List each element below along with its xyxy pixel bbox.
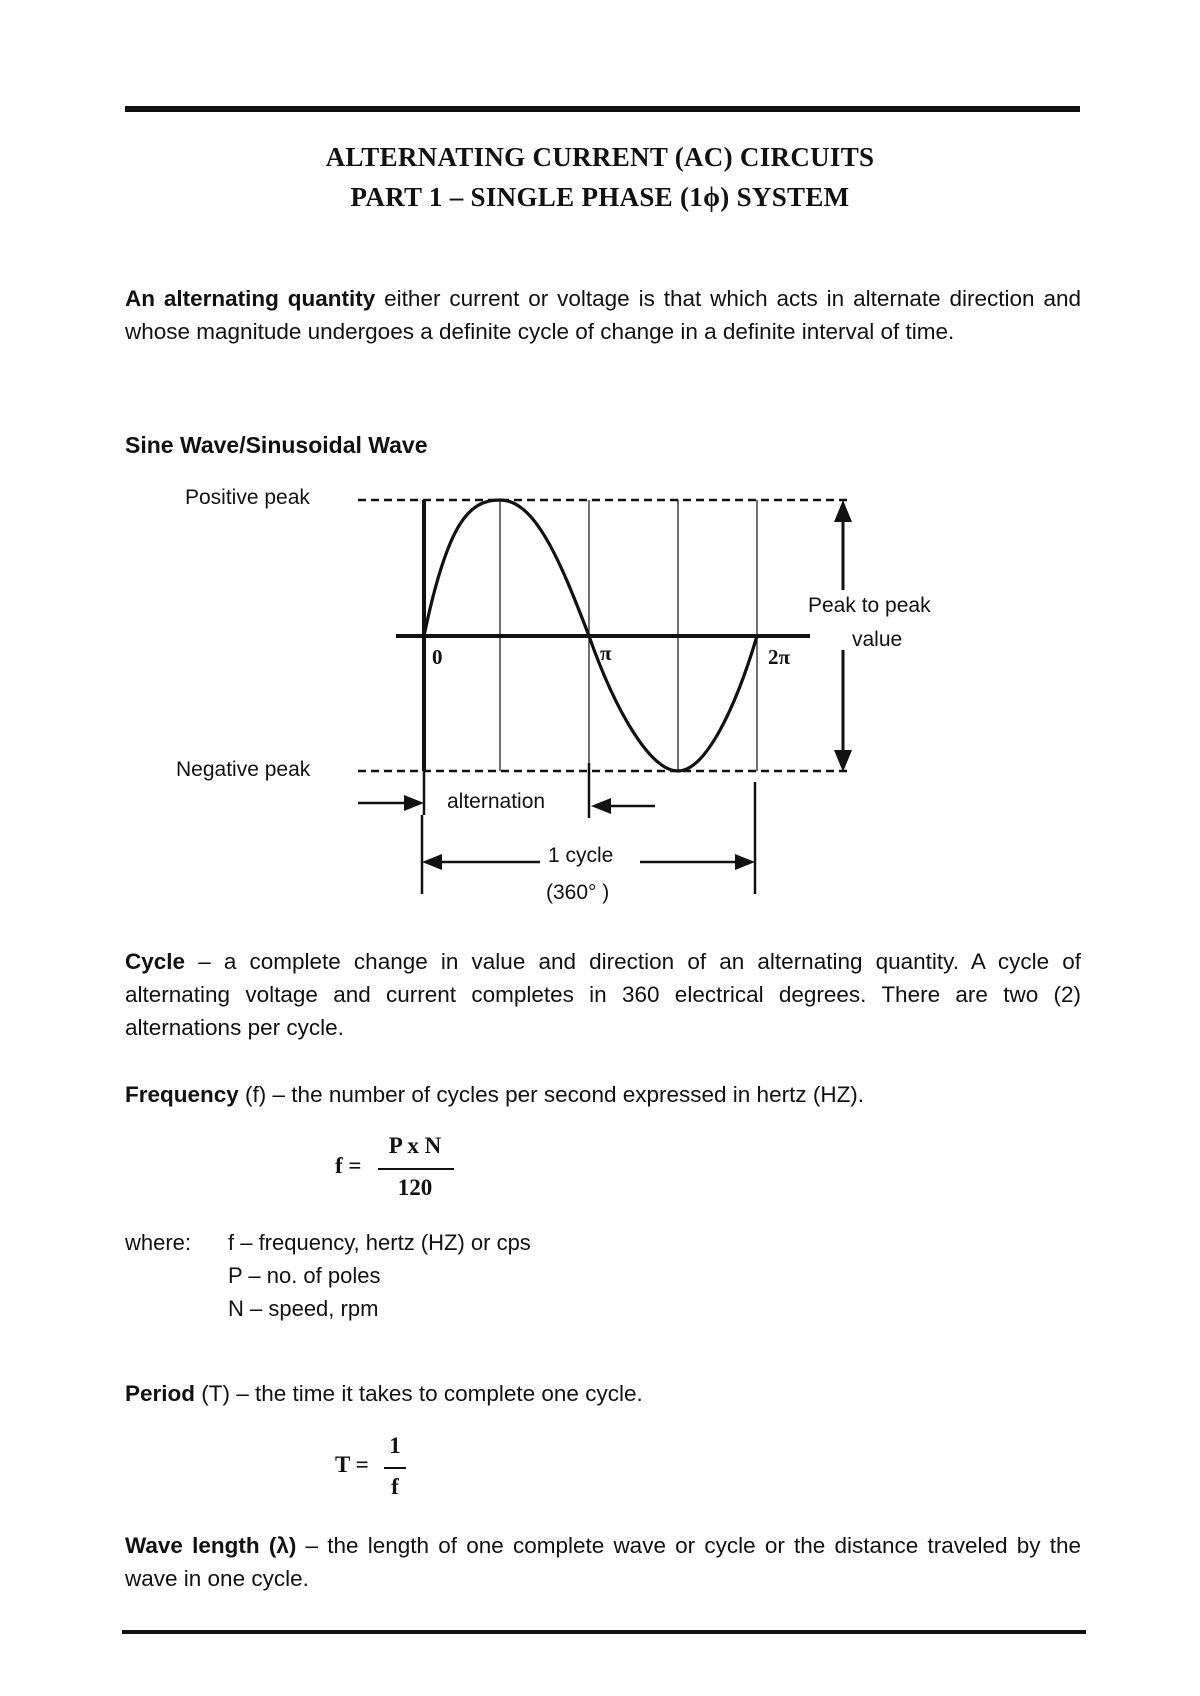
period-fraction-bar: [384, 1467, 406, 1469]
page-subtitle: PART 1 – SINGLE PHASE (1ϕ) SYSTEM: [350, 182, 850, 212]
where-line-speed: N – speed, rpm: [228, 1296, 379, 1321]
where-line-frequency: f – frequency, hertz (HZ) or cps: [228, 1230, 531, 1255]
frequency-fraction-bar: [378, 1168, 454, 1170]
wavelength-paragraph: [125, 1529, 1081, 1595]
cycle-paragraph: [125, 945, 1081, 1044]
peak-to-peak-value-label: value: [852, 628, 903, 651]
where-line-poles: P – no. of poles: [228, 1263, 381, 1288]
wavelength-text: – the length of one complete wave or cycle or the distance traveled by the wave in one cycle.: [125, 1533, 1082, 1591]
sine-wave-diagram: [0, 470, 1200, 930]
period-denominator: f: [391, 1474, 399, 1499]
sine-wave-heading: Sine Wave/Sinusoidal Wave: [125, 432, 428, 458]
cycle-degrees-label: (360° ): [546, 881, 610, 904]
alternation-arrowhead-left: [404, 795, 424, 811]
where-label: where:: [125, 1230, 192, 1255]
zero-label: 0: [432, 645, 443, 669]
page-title: ALTERNATING CURRENT (AC) CIRCUITS: [325, 142, 875, 172]
period-paragraph: [125, 1377, 1081, 1410]
pi-label: π: [600, 641, 612, 665]
top-rule: [125, 106, 1080, 112]
negative-peak-label: Negative peak: [176, 758, 311, 781]
two-pi-label: 2π: [768, 645, 791, 669]
intro-paragraph: [125, 282, 1081, 348]
wavelength-term: Wave length (λ): [125, 1533, 297, 1558]
frequency-text: (f) – the number of cycles per second expressed in hertz (HZ).: [238, 1082, 865, 1107]
intro-text: either current or voltage is that which acts in alternate direction and whose magnitude undergoes a definite cycle of change in a definite interval of time.: [125, 286, 1081, 344]
positive-peak-label: Positive peak: [185, 486, 310, 509]
frequency-formula-lhs: f =: [335, 1153, 362, 1178]
intro-term: An alternating quantity: [125, 286, 376, 311]
peak-to-peak-arrowhead-down: [834, 750, 852, 772]
period-term: Period: [125, 1381, 196, 1406]
frequency-denominator: 120: [397, 1175, 433, 1200]
peak-to-peak-arrowhead-up: [834, 500, 852, 522]
alternation-label: alternation: [447, 790, 546, 813]
period-formula-lhs: T =: [335, 1452, 369, 1477]
peak-to-peak-label: Peak to peak: [808, 594, 931, 617]
frequency-paragraph: [125, 1078, 1081, 1111]
cycle-label: 1 cycle: [548, 844, 614, 867]
period-text: (T) – the time it takes to complete one cycle.: [195, 1381, 643, 1406]
cycle-text: – a complete change in value and direction of an alternating quantity. A cycle of alternating voltage and current completes in 360 electrical degrees. There are two (2) alternations per cycle.: [125, 949, 1081, 1040]
cycle-arrowhead-left: [422, 854, 442, 870]
frequency-term: Frequency: [125, 1082, 239, 1107]
bottom-rule: [122, 1630, 1086, 1634]
frequency-numerator: P x N: [388, 1133, 442, 1158]
period-numerator: 1: [389, 1433, 401, 1458]
cycle-term: Cycle: [125, 949, 186, 974]
cycle-arrowhead-right: [735, 854, 755, 870]
